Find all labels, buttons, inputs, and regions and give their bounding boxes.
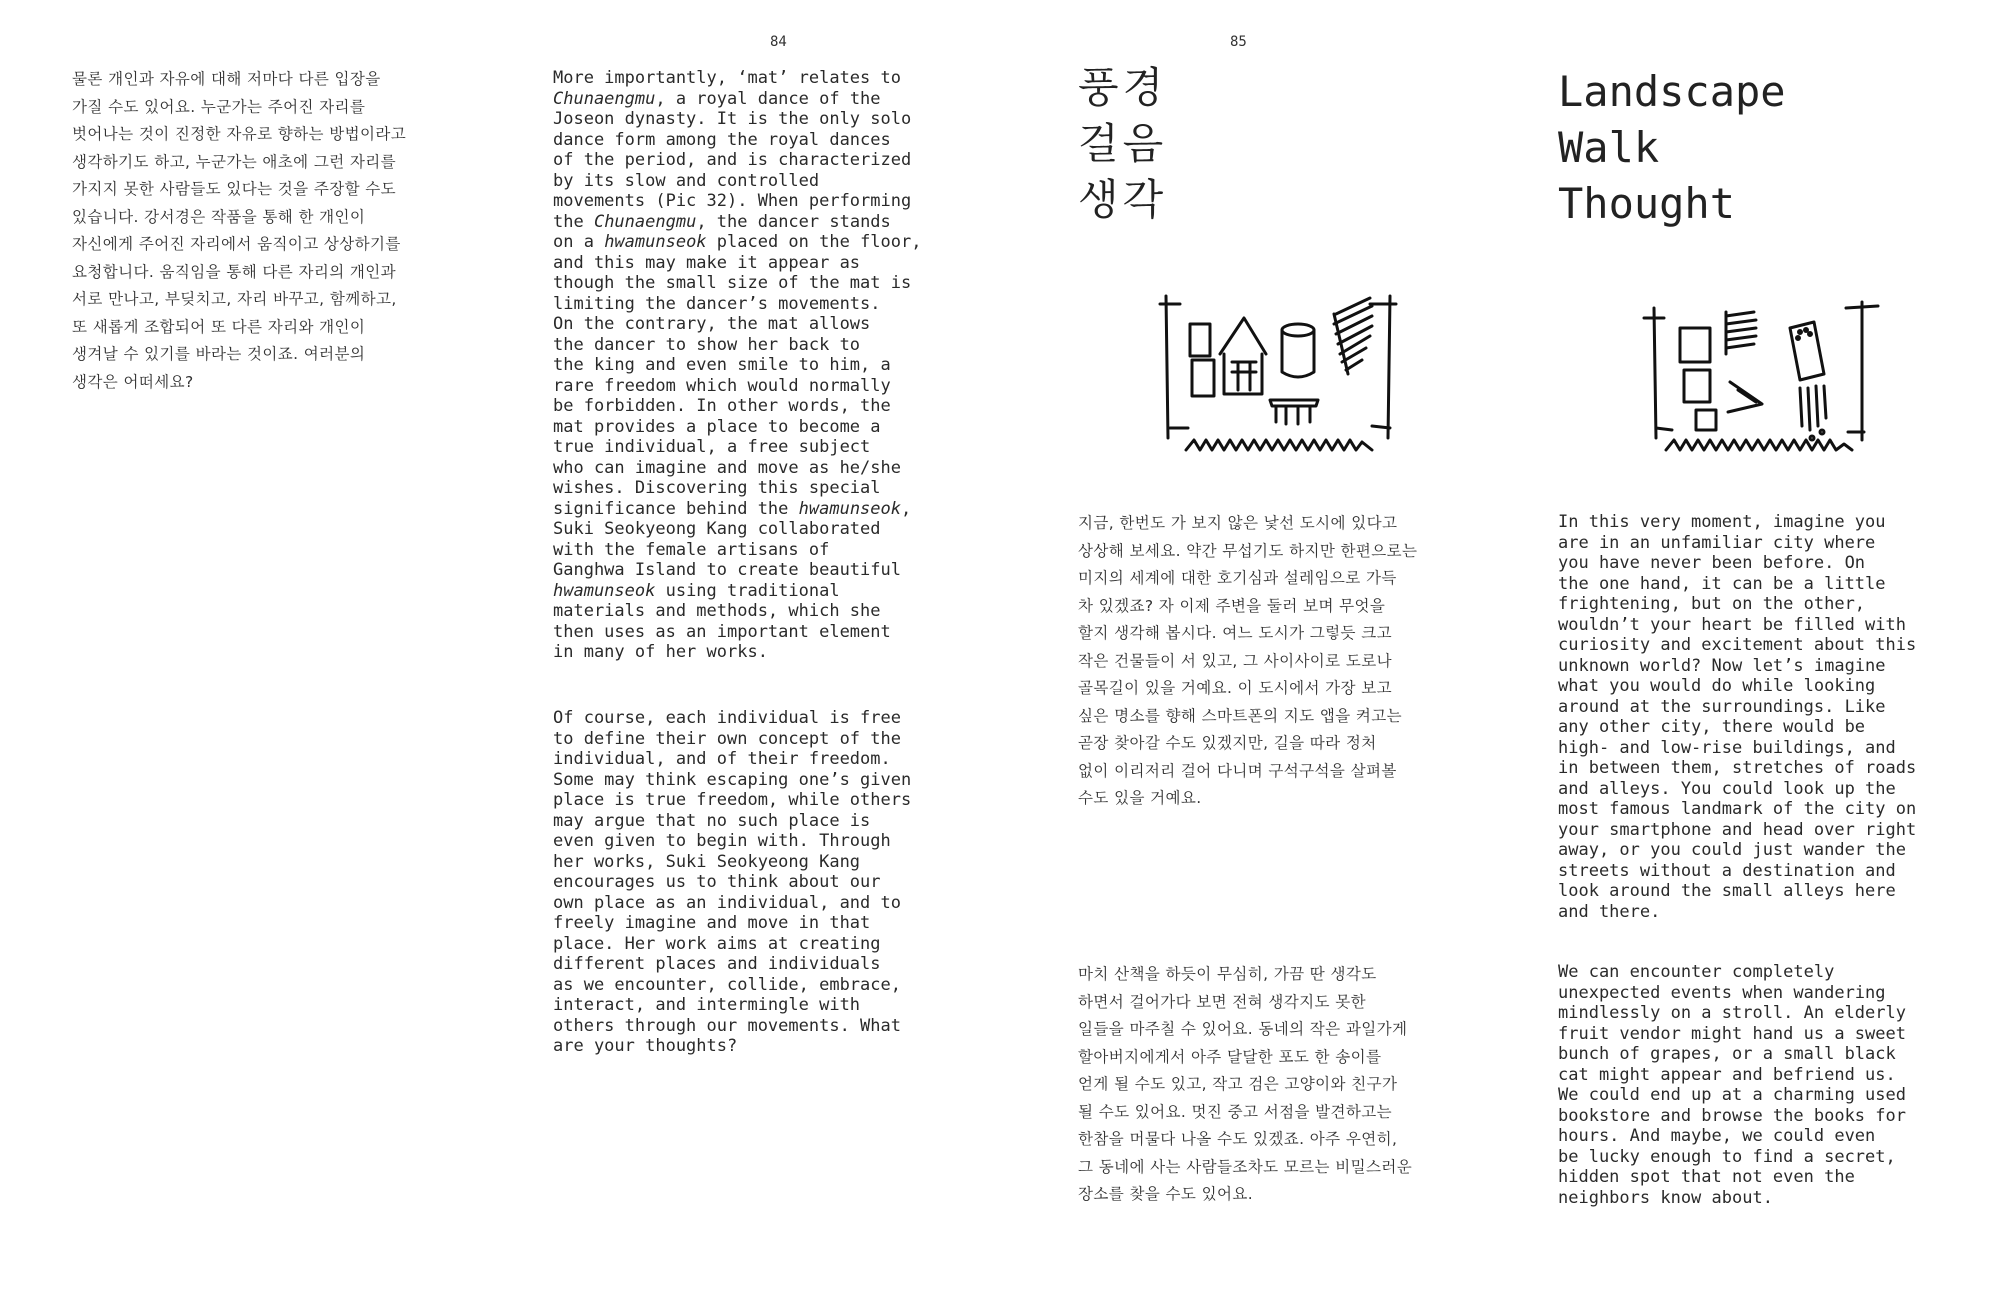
page-number-left: 84 [770, 34, 787, 50]
english-title-line: Landscape [1558, 67, 1786, 116]
landscape-sketch-left [1158, 290, 1398, 465]
right-korean-paragraph-2: 마치 산책을 하듯이 무심히, 가끔 딴 생각도 하면서 걸어가다 보면 전혀 생각지도 못한 일들을 마주칠 수 있어요. 동네의 작은 과일가게 할아버지에게서 아주 달달한 포도 한 송이를 얻게 될 수도 있고, 작고 검은 고양이와 친구가 될 수도 있어요. 멋진 중고 서점을 발견하고는 한참을 머물다 나올 수도 있겠죠. 아주 우연히, 그 동네에 사는 사람들조차도 모르는 비밀스러운 장소를 찾을 수도 있어요. [1078, 965, 1413, 1203]
english-title-line: Walk [1558, 123, 1660, 172]
page-number-right: 85 [1230, 34, 1247, 50]
left-english-paragraph-1: More importantly, ‘mat’ relates to Chunaengmu, a royal dance of the Joseon dynasty. It is the only solo dance form among the royal dances of the period, and is characterized by its slow and controlled movements (Pic 32). When performing the Chunaengmu, the dancer stands on a hwamunseok placed on the floor, and this may make it appear as though the small size of the mat is limiting the dancer’s movements. On the contrary, the mat allows the dancer to show her back to the king and even smile to him, a rare freedom which would normally be forbidden. In other words, the mat provides a place to become a true individual, a free subject who can imagine and move as he/she wishes. Discovering this special significance behind the hwamunseok, Suki Seokyeong Kang collaborated with the female artisans of Ganghwa Island to create beautiful hwamunseok using traditional materials and methods, which she then uses as an important element in many of her works. [553, 68, 922, 662]
english-title-line: Thought [1558, 179, 1736, 228]
english-title [1558, 64, 1786, 232]
left-korean-paragraph: 물론 개인과 자유에 대해 저마다 다른 입장을 가질 수도 있어요. 누군가는 주어진 자리를 벗어나는 것이 진정한 자유로 향하는 방법이라고 생각하기도 하고, 누군가는 애초에 그런 자리를 가지지 못한 사람들도 있다는 것을 주장할 수도 있습니다. 강서경은 작품을 통해 한 개인이 자신에게 주어진 자리에서 움직이고 상상하기를 요청합니다. 움직임을 통해 다른 자리의 개인과 서로 만나고, 부딪치고, 자리 바꾸고, 함께하고, 또 새롭게 조합되어 또 다른 자리와 개인이 생겨날 수 있기를 바라는 것이죠. 여러분의 생각은 어떠세요? [72, 70, 407, 391]
korean-title-line: 풍경 [1078, 63, 1168, 112]
korean-title-line: 생각 [1078, 175, 1168, 224]
walk-sketch-right [1640, 298, 1880, 468]
right-korean-paragraph-1: 지금, 한번도 가 보지 않은 낯선 도시에 있다고 상상해 보세요. 약간 무섭기도 하지만 한편으로는 미지의 세계에 대한 호기심과 설레임으로 가득 차 있겠죠? 자 이제 주변을 둘러 보며 무엇을 할지 생각해 봅시다. 여느 도시가 그렇듯 크고 작은 건물들이 서 있고, 그 사이사이로 도로나 골목길이 있을 거예요. 이 도시에서 가장 보고 싶은 명소를 향해 스마트폰의 지도 앱을 켜고는 곧장 찾아갈 수도 있겠지만, 길을 따라 정처 없이 이리저리 걸어 다니며 구석구석을 살펴볼 수도 있을 거예요. [1078, 514, 1418, 807]
korean-title [1078, 60, 1167, 228]
right-english-paragraph-1: In this very moment, imagine you are in an unfamiliar city where you have never been before. On the one hand, it can be a little frightening, but on the other, wouldn’t your heart be filled with curiosity and excitement about this unknown world? Now let’s imagine what you would do while looking around at the surroundings. Like any other city, there would be high- and low-rise buildings, and in between them, stretches of roads and alleys. You could look up the most famous landmark of the city on your smartphone and head over right away, or you could just wander the streets without a destination and look around the small alleys here and there. [1558, 512, 1917, 922]
right-english-paragraph-2: We can encounter completely unexpected events when wandering mindlessly on a stroll. An elderly fruit vendor might hand us a sweet bunch of grapes, or a small black cat might appear and befriend us. We could end up at a charming used bookstore and browse the books for hours. And maybe, we could even be lucky enough to find a secret, hidden spot that not even the neighbors know about. [1558, 962, 1906, 1208]
left-english-paragraph-2: Of course, each individual is free to define their own concept of the individual, and of their freedom. Some may think escaping one’s given place is true freedom, while others may argue that no such place is even given to begin with. Through her works, Suki Seokyeong Kang encourages us to think about our own place as an individual, and to freely imagine and move in that place. Her work aims at creating different places and individuals as we encounter, collide, embrace, interact, and intermingle with others through our movements. What are your thoughts? [553, 708, 912, 1056]
korean-title-line: 걸음 [1078, 119, 1168, 168]
